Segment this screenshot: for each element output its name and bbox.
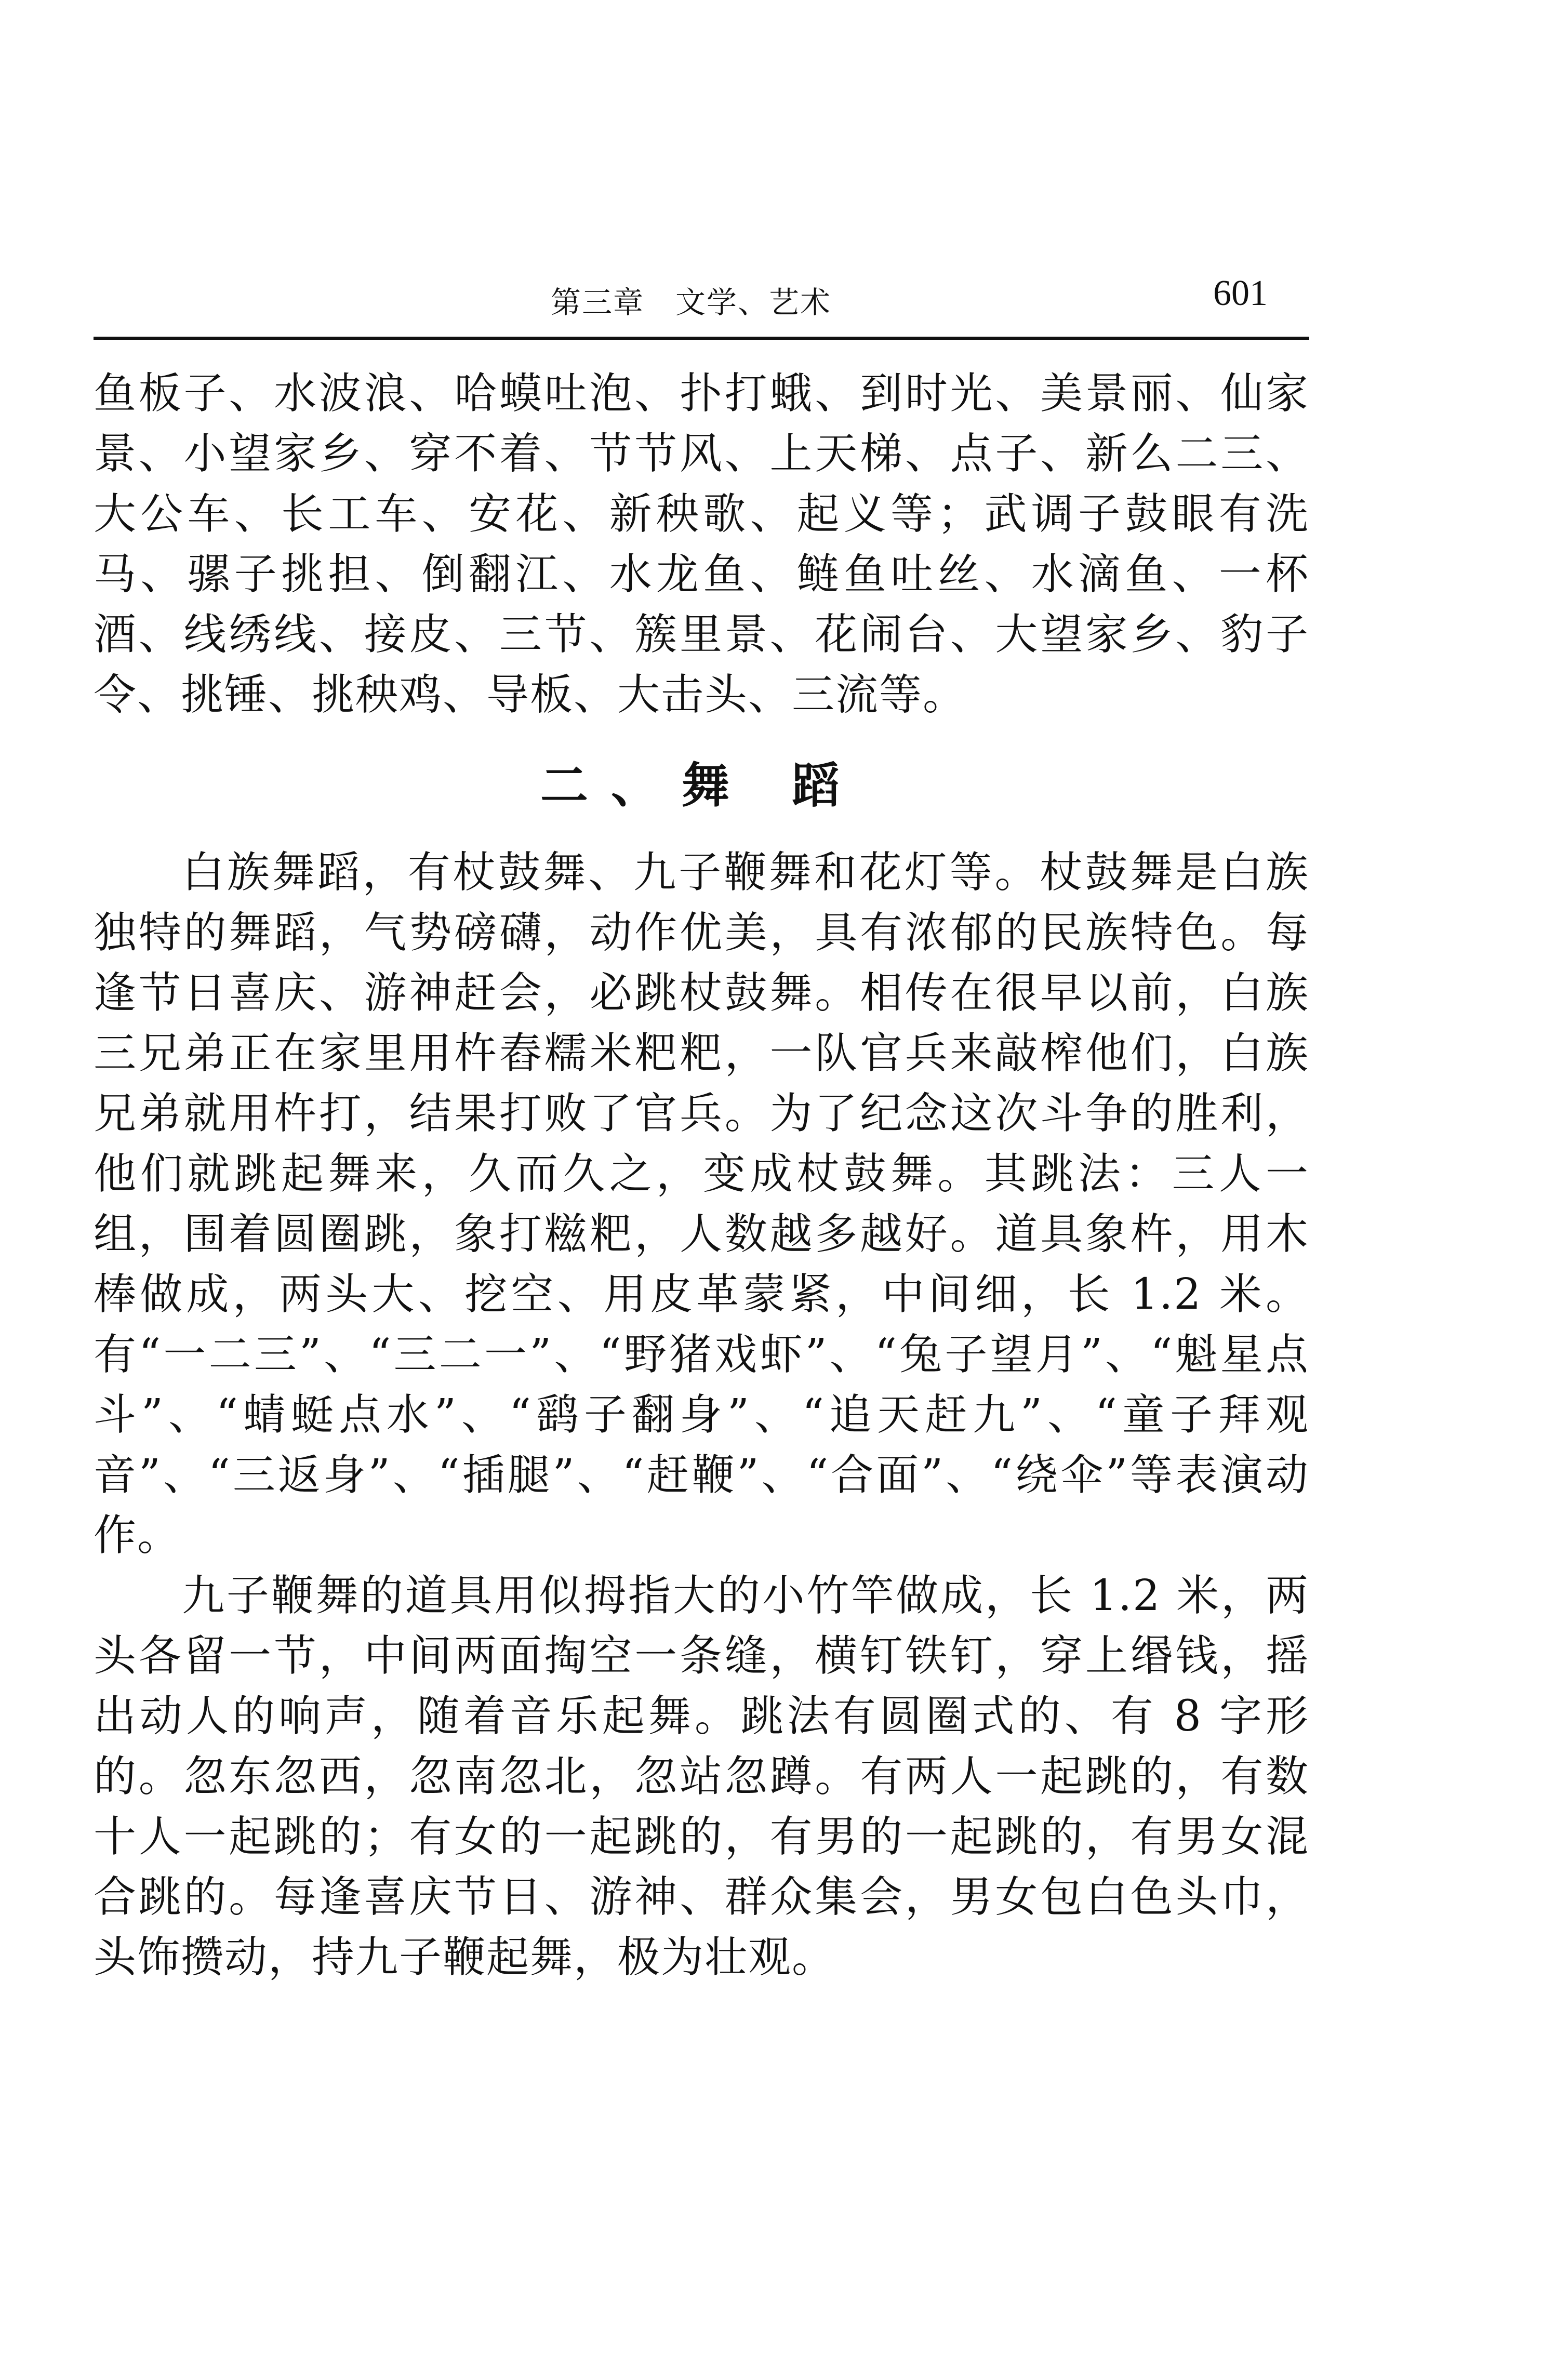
paragraph-zhanggu-dance: 白族舞蹈，有杖鼓舞、九子鞭舞和花灯等。杖鼓舞是白族独特的舞蹈，气势磅礴，动作优美，具有浓郁的民族特色。每逢节日喜庆、游神赶会，必跳杖鼓舞。相传在很早以前，白族三兄弟正在家里用杵舂糯米粑粑，一队官兵来敲榨他们，白族兄弟就用杵打，结果打败了官兵。为了纪念这次斗争的胜利，他们就跳起舞来，久而久之，变成杖鼓舞。其跳法：三人一组，围着圆圈跳，象打糍粑，人数越多越好。道具象杵，用木棒做成，两头大、挖空、用皮革蒙紧，中间细，长 1.2 米。有“一二三”、“三二一”、“野猪戏虾”、“兔子望月”、“魁星点斗”、“蜻蜓点水”、“鹞子翻身”、“追天赶九”、“童子拜观音”、“三返身”、“插腿”、“赶鞭”、“合面”、“绕伞”等表演动作。 [94,848,1309,1560]
chapter-title: 第三章 文学、艺术 [551,285,832,320]
paragraph-jiuzibian-dance: 九子鞭舞的道具用似拇指大的小竹竿做成，长 1.2 米，两头各留一节，中间两面掏空一条缝，横钉铁钉，穿上缗钱，摇出动人的响声，随着音乐起舞。跳法有圆圈式的、有 8 字形的。忽东忽西，忽南忽北，忽站忽蹲。有两人一起跳的，有数十人一起跳的；有女的一起跳的，有男的一起跳的，有男女混合跳的。每逢喜庆节日、游神、群众集会，男女包白色头巾，头饰攒动，持九子鞭起舞，极为壮观。 [94,1571,1309,1982]
header-rule [94,337,1309,340]
page-number: 601 [1213,273,1268,313]
paragraph-continued: 鱼板子、水波浪、哈蟆吐泡、扑打蛾、到时光、美景丽、仙家景、小望家乡、穿不着、节节风、上天梯、点子、新么二三、大公车、长工车、安花、新秧歌、起义等；武调子鼓眼有洗马、骡子挑担、倒翻江、水龙鱼、鲢鱼吐丝、水滴鱼、一杯酒、线绣线、接皮、三节、簇里景、花闹台、大望家乡、豹子令、挑锤、挑秧鸡、导板、大击头、三流等。 [94,369,1309,720]
page-body [94,364,1309,1988]
section-title: 二、舞 蹈 [540,758,863,814]
page-header [94,268,1304,325]
